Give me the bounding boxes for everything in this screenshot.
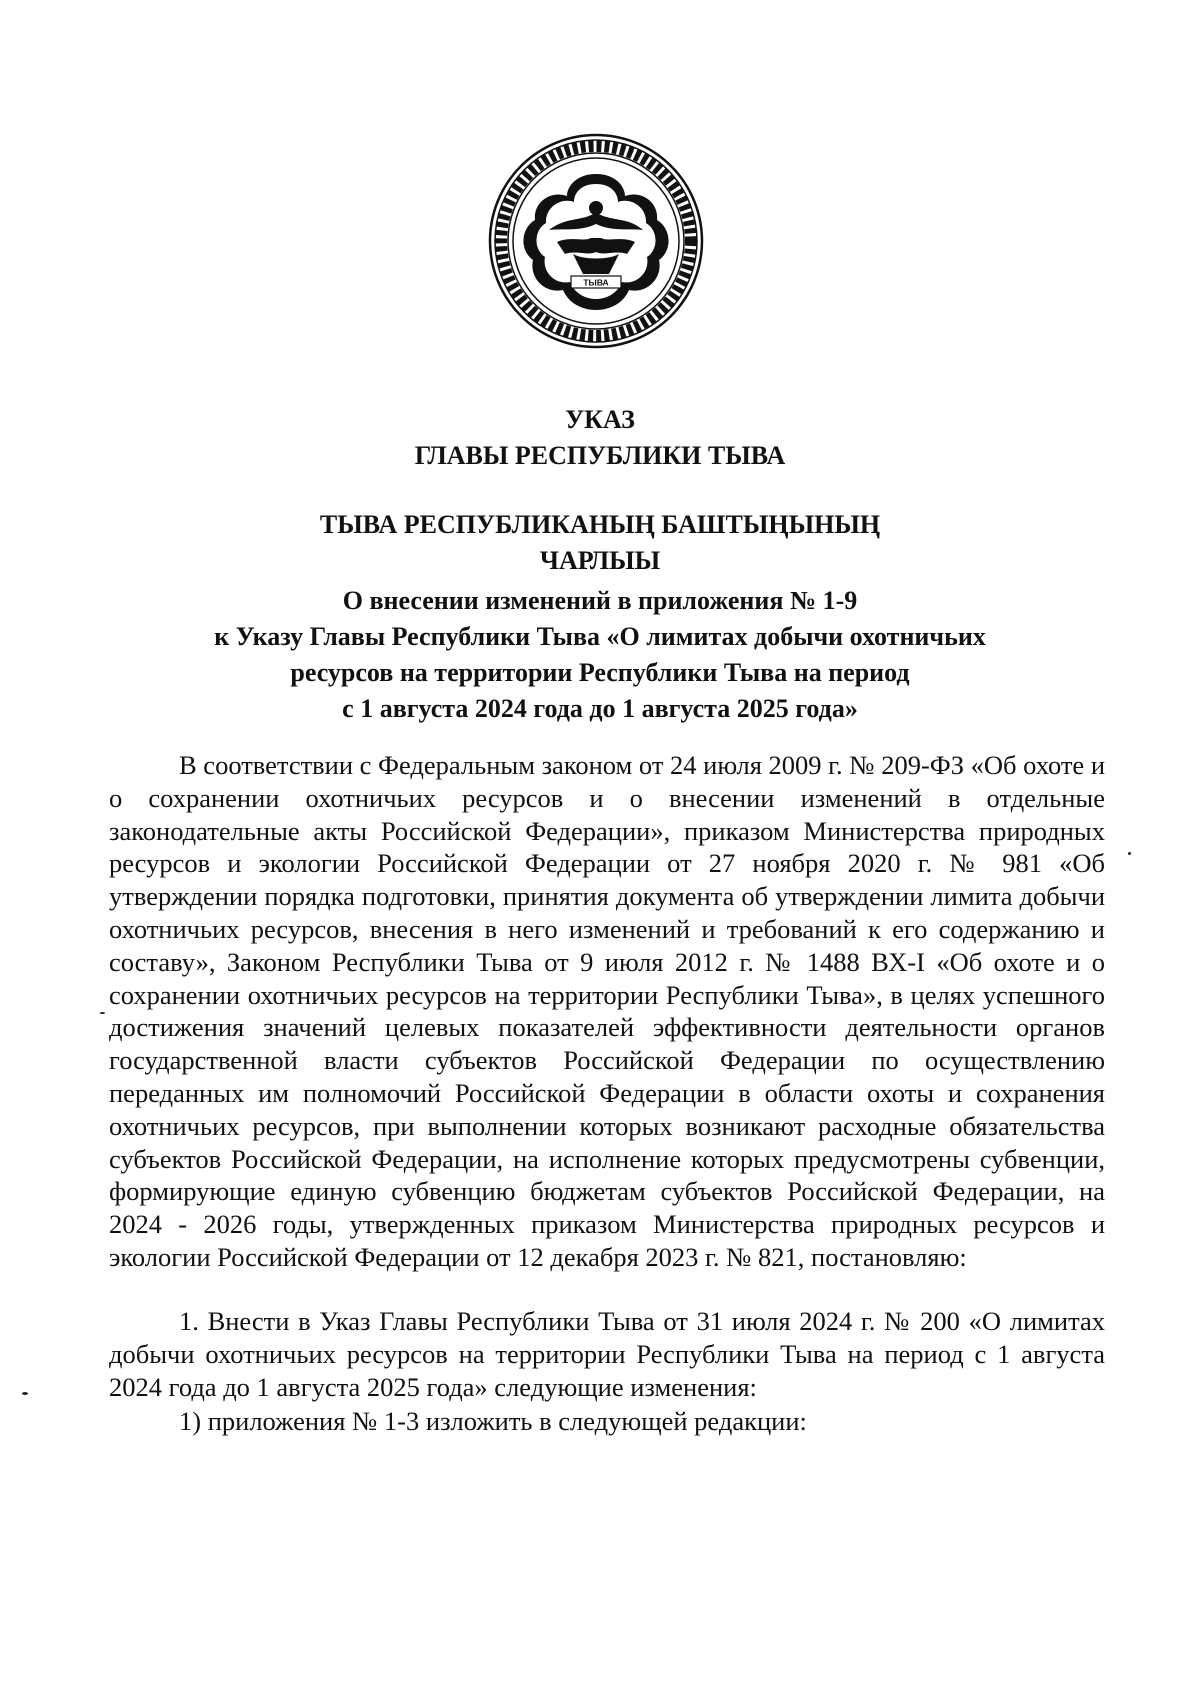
decree-title-tuvan-line1: ТЫВА РЕСПУБЛИКАНЫҢ БАШТЫҢЫНЫҢ <box>319 510 881 539</box>
preamble-paragraph: В соответствии с Федеральным законом от 24 июля 2009 г. № 209-ФЗ «Об охоте и о сохранении охотничьих ресурсов и о внесении изменений в отдельные законодательные акты Российской Федерации», приказом Министерства природных ресурсов и экологии Российской Федерации от 27 ноября 2020 г. № 981 «Об утверждении порядка подготовки, принятия документа об утверждении лимита добычи охотничьих ресурсов, внесения в него изменений и требований к его содержанию и составу», Законом Республики Тыва от 9 июля 2012 г. № 1488 ВХ-I «Об охоте и о сохранении охотничьих ресурсов на территории Республики Тыва», в целях успешного достижения значений целевых показателей эффективности деятельности органов государственной власти субъектов Российской Федерации по осуществлению переданных им полномочий Российской Федерации в области охоты и сохранения охотничьих ресурсов, при выполнении которых возникают расходные обязательства субъектов Российской Федерации, на исполнение которых предусмотрены субвенции, формирующие единую субвенцию бюджетам субъектов Российской Федерации, на 2024 - 2026 годы, утвержденных приказом Министерства природных ресурсов и экологии Российской Федерации от 12 декабря 2023 г. № 821, постановляю: <box>109 750 1105 1272</box>
decree-subject-line4: с 1 августа 2024 года до 1 августа 2025 года» <box>342 694 858 723</box>
decree-subject-line1: О внесении изменений в приложения № 1-9 <box>342 586 858 615</box>
svg-text:ТЫВА: ТЫВА <box>583 277 609 288</box>
scan-speck <box>100 1012 105 1014</box>
decree-subject <box>0 583 1200 727</box>
decree-title-tuvan-line2: ЧАРЛЫЫ <box>539 546 661 575</box>
decree-subject-line3: ресурсов на территории Республики Тыва на период <box>290 658 910 687</box>
item-1-paragraph: 1. Внести в Указ Главы Республики Тыва от 31 июля 2024 г. № 200 «О лимитах добычи охотничьих ресурсов на территории Республики Тыва на период с 1 августа 2024 года до 1 августа 2025 года» следующие изменения: <box>109 1306 1105 1402</box>
tuva-emblem-icon <box>487 132 705 350</box>
decree-title-line2: ГЛАВЫ РЕСПУБЛИКИ ТЫВА <box>414 441 786 470</box>
decree-subject-line2: к Указу Главы Республики Тыва «О лимитах добычи охотничьих <box>214 622 986 651</box>
decree-title <box>0 402 1200 474</box>
decree-title-line1: УКАЗ <box>565 405 635 434</box>
decree-title-tuvan <box>0 507 1200 579</box>
item-1-subitem-1: 1) приложения № 1-3 изложить в следующей редакции: <box>179 1406 807 1436</box>
scan-speck <box>1128 852 1131 855</box>
scan-speck <box>22 1392 28 1395</box>
